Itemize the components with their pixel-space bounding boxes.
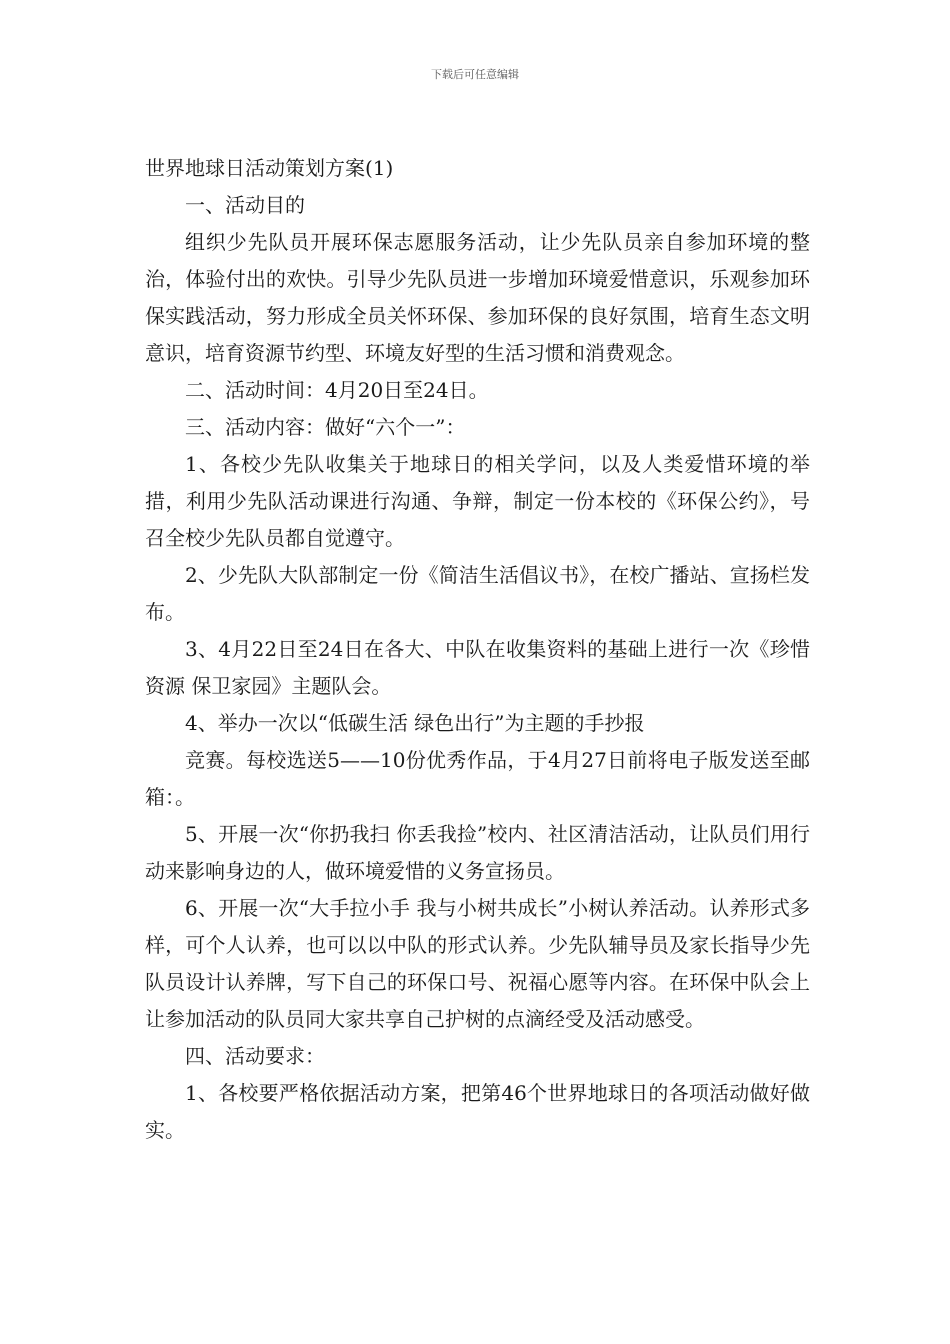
section-heading-time: 二、活动时间：4月20日至24日。	[185, 378, 489, 402]
requirement-item-1: 1、各校要严格依据活动方案，把第46个世界地球日的各项活动做好做实。	[145, 1081, 810, 1142]
document-title: 世界地球日活动策划方案(1)	[145, 156, 394, 180]
list-item-1: 1、各校少先队收集关于地球日的相关学问，以及人类爱惜环境的举措，利用少先队活动课进行沟通、争辩，制定一份本校的《环保公约》，号召全校少先队员都自觉遵守。	[145, 452, 810, 550]
list-item-5: 5、开展一次“你扔我扫 你丢我捡”校内、社区清洁活动，让队员们用行动来影响身边的人，做环境爱惜的义务宣扬员。	[145, 822, 810, 883]
section-heading-requirements: 四、活动要求：	[185, 1044, 325, 1068]
section-heading-content: 三、活动内容：做好“六个一”：	[185, 415, 466, 439]
document-body	[145, 150, 810, 1149]
list-item-4-continued: 竞赛。每校选送5——10份优秀作品，于4月27日前将电子版发送至邮箱：。	[145, 748, 810, 809]
list-item-4: 4、举办一次以“低碳生活 绿色出行”为主题的手抄报	[185, 711, 645, 735]
section-heading-purpose: 一、活动目的	[185, 193, 305, 217]
paragraph-purpose: 组织少先队员开展环保志愿服务活动，让少先队员亲自参加环境的整治，体验付出的欢快。引导少先队员进一步增加环境爱惜意识，乐观参加环保实践活动，努力形成全员关怀环保、参加环保的良好氛围，培育生态文明意识，培育资源节约型、环境友好型的生活习惯和消费观念。	[145, 230, 810, 365]
list-item-2: 2、少先队大队部制定一份《简洁生活倡议书》，在校广播站、宣扬栏发布。	[145, 563, 810, 624]
page-header-note: 下载后可任意编辑	[431, 68, 519, 81]
list-item-3: 3、4月22日至24日在各大、中队在收集资料的基础上进行一次《珍惜资源 保卫家园》主题队会。	[145, 637, 810, 698]
list-item-6: 6、开展一次“大手拉小手 我与小树共成长”小树认养活动。认养形式多样，可个人认养，也可以以中队的形式认养。少先队辅导员及家长指导少先队员设计认养牌，写下自己的环保口号、祝福心愿等内容。在环保中队会上让参加活动的队员同大家共享自己护树的点滴经受及活动感受。	[145, 896, 810, 1031]
